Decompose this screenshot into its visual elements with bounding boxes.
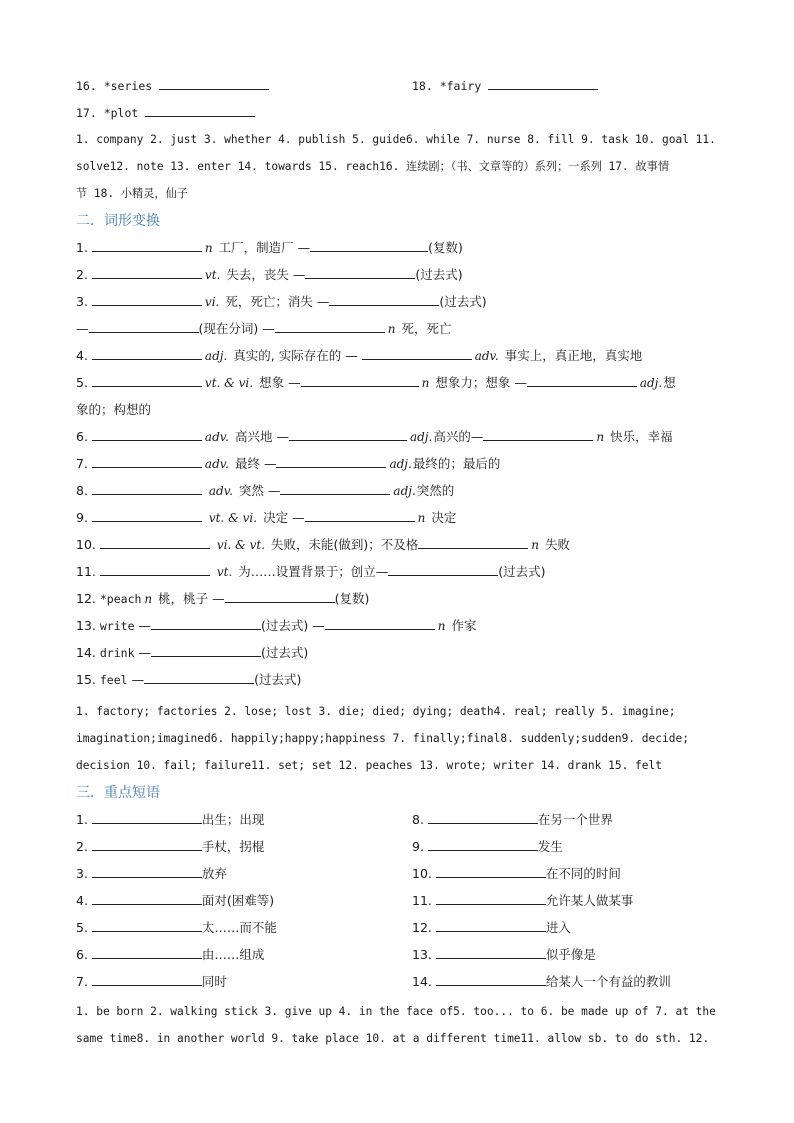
answer-blank[interactable] bbox=[527, 374, 637, 387]
word-form-row-5-cont: 象的；构想的 bbox=[76, 402, 152, 417]
answer-blank[interactable] bbox=[418, 536, 528, 549]
answer-blank[interactable] bbox=[92, 266, 202, 279]
answer-blank[interactable] bbox=[92, 946, 202, 959]
answer-line-1: 1. company 2. just 3. whether 4. publish 5. guide6. while 7. nurse 8. fill 9. task 10. goal 11. bbox=[76, 133, 716, 146]
answer-blank[interactable] bbox=[92, 428, 202, 441]
answer-line-2: solve12. note 13. enter 14. towards 15. reach16. 连续剧；（书、文章等的）系列；一系列 17. 故事情 bbox=[76, 160, 670, 173]
answer-blank[interactable] bbox=[100, 563, 210, 576]
word-form-row-7: 7. adv. 最终 — adj.最终的；最后的 bbox=[76, 456, 501, 471]
phrase-row-13: 13. 似乎像是 bbox=[412, 947, 596, 962]
answer-blank[interactable] bbox=[151, 617, 261, 630]
word-form-row-15: 15. feel — (过去式) bbox=[76, 672, 302, 687]
answer-blank[interactable] bbox=[305, 266, 415, 279]
word-form-row-8: 8. adv. 突然 — adj.突然的 bbox=[76, 483, 455, 498]
answer-blank[interactable] bbox=[310, 239, 428, 252]
answer-blank[interactable] bbox=[436, 919, 546, 932]
answer-blank[interactable] bbox=[362, 347, 472, 360]
answer-blank[interactable] bbox=[92, 374, 202, 387]
answer-blank[interactable] bbox=[280, 482, 390, 495]
word-form-row-13: 13. write — (过去式) — n 作家 bbox=[76, 618, 477, 633]
phrase-row-10: 10. 在不同的时间 bbox=[412, 866, 621, 881]
answer-blank[interactable] bbox=[436, 946, 546, 959]
phrase-row-8: 8. 在另一个世界 bbox=[412, 812, 613, 827]
phrase-row-3: 3. 放弃 bbox=[76, 866, 227, 881]
section-heading-key-phrases: 三．重点短语 bbox=[76, 785, 160, 801]
answer-blank[interactable] bbox=[488, 77, 598, 90]
answer-blank[interactable] bbox=[145, 104, 255, 117]
word-form-row-6: 6. adv. 高兴地 — adj.高兴的— n 快乐，幸福 bbox=[76, 429, 673, 444]
section-heading-word-forms: 二．词形变换 bbox=[76, 213, 160, 229]
vocab-row-18: 18. *fairy bbox=[412, 76, 712, 96]
vocab-row-17: 17. *plot bbox=[76, 103, 721, 123]
answer-blank[interactable] bbox=[305, 509, 415, 522]
answer-blank[interactable] bbox=[151, 644, 261, 657]
answer-line-3: 节 18. 小精灵，仙子 bbox=[76, 187, 188, 200]
word-form-row-5: 5. vt. & vi. 想象 — n 想象力；想象 — adj.想 bbox=[76, 375, 676, 390]
answer-blank[interactable] bbox=[428, 838, 538, 851]
answer-blank[interactable] bbox=[92, 455, 202, 468]
answer-blank[interactable] bbox=[289, 428, 407, 441]
phrase-row-4: 4. 面对(困难等) bbox=[76, 893, 275, 908]
answer-blank[interactable] bbox=[92, 919, 202, 932]
answer-blank[interactable] bbox=[301, 374, 419, 387]
answer-blank[interactable] bbox=[92, 865, 202, 878]
phrase-row-2: 2. 手杖，拐棍 bbox=[76, 839, 265, 854]
answer-blank[interactable] bbox=[92, 482, 202, 495]
phrase-row-9: 9. 发生 bbox=[412, 839, 563, 854]
phrase-row-6: 6. 由……组成 bbox=[76, 947, 265, 962]
answer-line-4: 1. factory; factories 2. lose; lost 3. die; died; dying; death4. real; really 5. imagine; bbox=[76, 705, 676, 718]
answer-blank[interactable] bbox=[159, 77, 269, 90]
answer-blank[interactable] bbox=[92, 811, 202, 824]
phrase-row-11: 11. 允许某人做某事 bbox=[412, 893, 634, 908]
phrase-row-7: 7. 同时 bbox=[76, 974, 227, 989]
word-form-row-4: 4. adj. 真实的, 实际存在的 — adv. 事实上，真正地，真实地 bbox=[76, 348, 643, 363]
answer-blank[interactable] bbox=[92, 347, 202, 360]
word-form-row-9: 9. vt. & vi. 决定 — n 决定 bbox=[76, 510, 457, 525]
answer-blank[interactable] bbox=[388, 563, 498, 576]
answer-line-7: 1. be born 2. walking stick 3. give up 4. in the face of5. too... to 6. be made up of 7. at the bbox=[76, 1005, 716, 1018]
answer-blank[interactable] bbox=[428, 811, 538, 824]
answer-blank[interactable] bbox=[92, 509, 202, 522]
answer-blank[interactable] bbox=[92, 973, 202, 986]
answer-blank[interactable] bbox=[100, 536, 210, 549]
answer-blank[interactable] bbox=[325, 617, 435, 630]
answer-blank[interactable] bbox=[92, 239, 202, 252]
answer-blank[interactable] bbox=[92, 838, 202, 851]
answer-blank[interactable] bbox=[276, 455, 386, 468]
word-form-row-3: 3. vi. 死，死亡；消失 — (过去式) bbox=[76, 294, 487, 309]
answer-blank[interactable] bbox=[144, 671, 254, 684]
answer-blank[interactable] bbox=[225, 590, 335, 603]
answer-blank[interactable] bbox=[436, 892, 546, 905]
word-form-row-12: 12. *peach n 桃，桃子 — (复数) bbox=[76, 591, 370, 606]
phrase-row-12: 12. 进入 bbox=[412, 920, 571, 935]
word-form-row-1: 1. n 工厂，制造厂 — (复数) bbox=[76, 240, 463, 255]
answer-blank[interactable] bbox=[436, 973, 546, 986]
word-form-row-14: 14. drink — (过去式) bbox=[76, 645, 309, 660]
word-form-row-10: 10. vi. & vt. 失败，未能(做到)；不及格 n 失败 bbox=[76, 537, 571, 552]
word-form-row-3-cont: — (现在分词) — n 死，死亡 bbox=[76, 321, 452, 336]
answer-blank[interactable] bbox=[483, 428, 593, 441]
phrase-row-14: 14. 给某人一个有益的教训 bbox=[412, 974, 671, 989]
answer-blank[interactable] bbox=[329, 293, 439, 306]
answer-blank[interactable] bbox=[89, 320, 199, 333]
word-form-row-11: 11. vt. 为……设置背景于；创立— (过去式) bbox=[76, 564, 546, 579]
answer-blank[interactable] bbox=[92, 892, 202, 905]
answer-line-5: imagination;imagined6. happily;happy;happiness 7. finally;final8. suddenly;sudden9. decide; bbox=[76, 732, 689, 745]
vocab-row-16: 16. *series bbox=[76, 76, 721, 96]
answer-blank[interactable] bbox=[275, 320, 385, 333]
phrase-row-1: 1. 出生；出现 bbox=[76, 812, 265, 827]
answer-blank[interactable] bbox=[436, 865, 546, 878]
answer-line-6: decision 10. fail; failure11. set; set 12. peaches 13. wrote; writer 14. drank 15. felt bbox=[76, 759, 662, 772]
word-form-row-2: 2. vt. 失去，丧失 — (过去式) bbox=[76, 267, 463, 282]
phrase-row-5: 5. 太……而不能 bbox=[76, 920, 277, 935]
answer-blank[interactable] bbox=[92, 293, 202, 306]
answer-line-8: same time8. in another world 9. take place 10. at a different time11. allow sb. to do sth. 12. bbox=[76, 1032, 710, 1045]
